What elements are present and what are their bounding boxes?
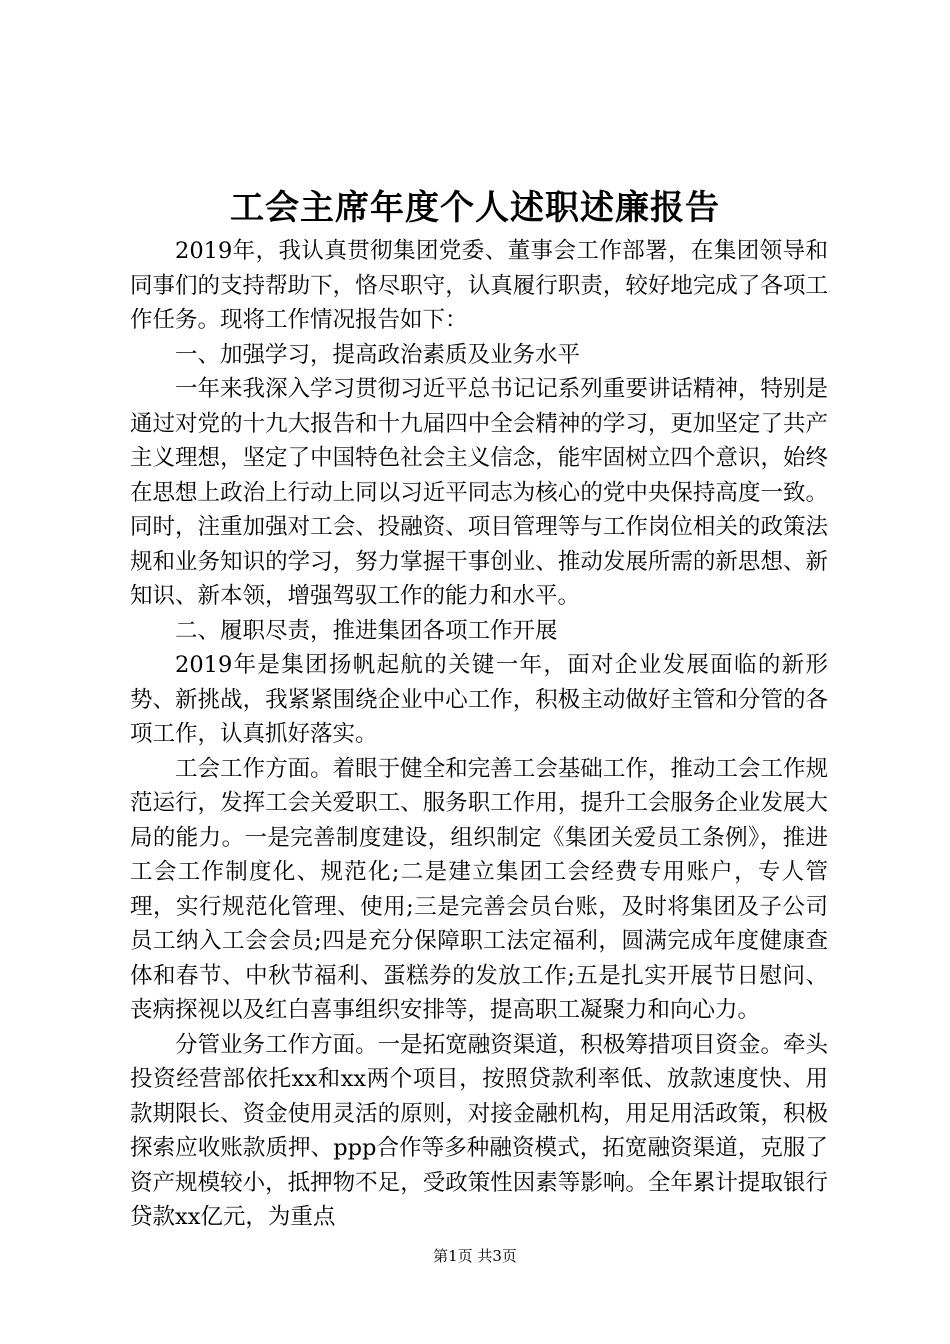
paragraph-intro: 2019年，我认真贯彻集团党委、董事会工作部署，在集团领导和同事们的支持帮助下，恪尽职守，认真履行职责，较好地完成了各项工作任务。现将工作情况报告如下： <box>130 238 828 333</box>
section-heading-1: 一、加强学习，提高政治素质及业务水平 <box>175 341 581 368</box>
paragraph-study: 一年来我深入学习贯彻习近平总书记记系列重要讲话精神，特别是通过对党的十九大报告和十九届四中全会精神的学习，更加坚定了共产主义理想，坚定了中国特色社会主义信念，能牢固树立四个意识，始终在思想上政治上行动上同以习近平同志为核心的党中央保持高度一致。同时，注重加强对工会、投融资、项目管理等与工作岗位相关的政策法规和业务知识的学习，努力掌握干事创业、推动发展所需的新思想、新知识、新本领，增强驾驭工作的能力和水平。 <box>130 376 828 609</box>
paragraph-union-work: 工会工作方面。着眼于健全和完善工会基础工作，推动工会工作规范运行，发挥工会关爱职工、服务职工作用，提升工会服务企业发展大局的能力。一是完善制度建设，组织制定《集团关爱员工条例》，推进工会工作制度化、规范化;二是建立集团工会经费专用账户，专人管理，实行规范化管理、使用;三是完善会员台账，及时将集团及子公司员工纳入工会会员;四是充分保障职工法定福利，圆满完成年度健康查体和春节、中秋节福利、蛋糕券的发放工作;五是扎实开展节日慰问、丧病探视以及红白喜事组织安排等，提高职工凝聚力和向心力。 <box>130 755 828 1023</box>
paragraph-business-work: 分管业务工作方面。一是拓宽融资渠道，积极筹措项目资金。牵头投资经营部依托xx和xx两个项目，按照贷款利率低、放款速度快、用款期限长、资金使用灵活的原则，对接金融机构，用足用活政策，积极探索应收账款质押、ppp合作等多种融资模式，拓宽融资渠道，克服了资产规模较小，抵押物不足，受政策性因素等影响。全年累计提取银行贷款xx亿元，为重点 <box>130 1031 828 1230</box>
document-title: 工会主席年度个人述职述廉报告 <box>230 188 720 228</box>
page-number: 第1页 共3页 <box>433 1247 517 1265</box>
document-body <box>130 234 828 1235</box>
section-heading-2: 二、履职尽责，推进集团各项工作开展 <box>175 617 558 644</box>
paragraph-2019-overview: 2019年是集团扬帆起航的关键一年，面对企业发展面临的新形势、新挑战，我紧紧围绕企业中心工作，积极主动做好主管和分管的各项工作，认真抓好落实。 <box>130 652 828 747</box>
